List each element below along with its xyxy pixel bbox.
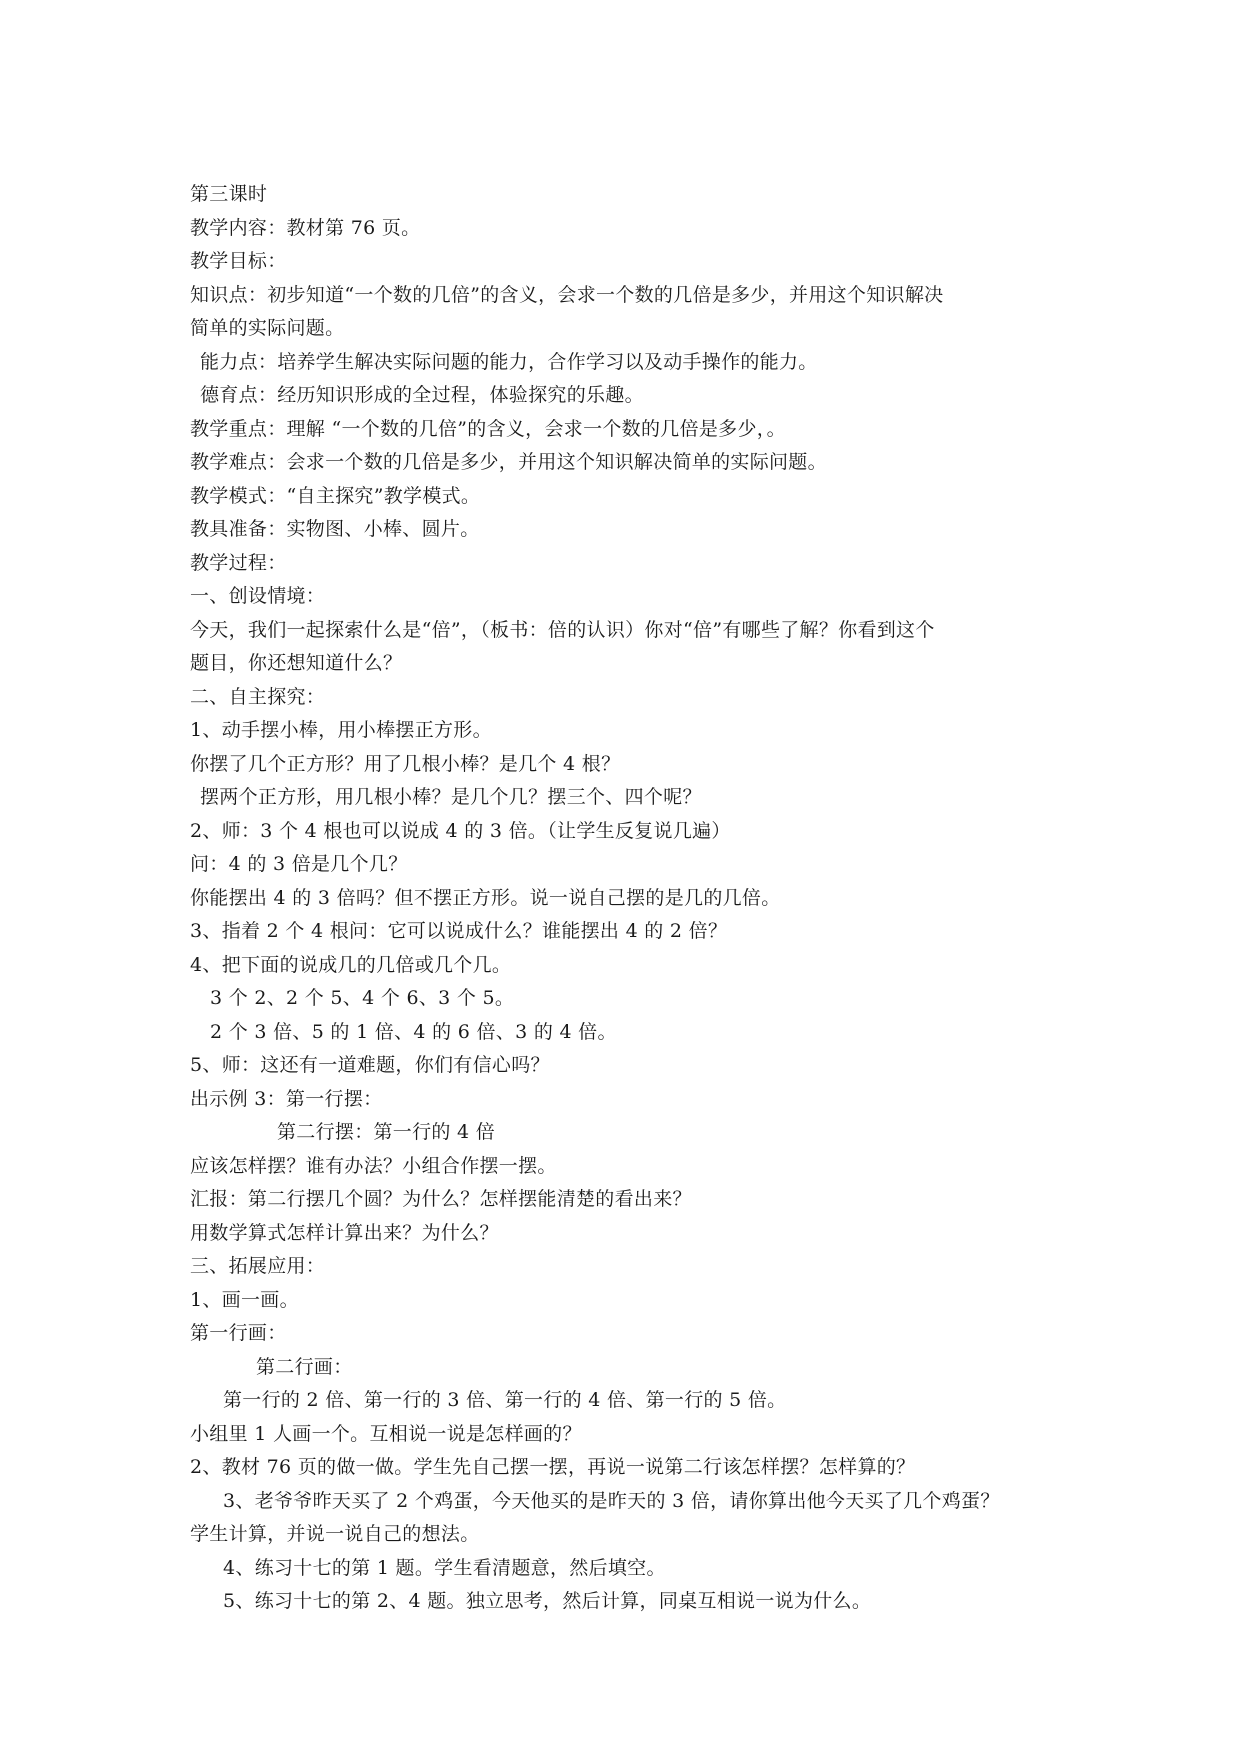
list-item: 4、把下面的说成几的几倍或几个几。 bbox=[190, 953, 512, 976]
list-item: 2、师：3 个 4 根也可以说成 4 的 3 倍。（让学生反复说几遍） bbox=[190, 819, 731, 842]
teaching-mode-line: 教学模式：“自主探究”教学模式。 bbox=[190, 484, 481, 507]
moral-point-line: 德育点：经历知识形成的全过程，体验探究的乐趣。 bbox=[200, 384, 644, 406]
knowledge-point-line: 知识点：初步知道“一个数的几倍”的含义，会求一个数的几倍是多少，并用这个知识解决 bbox=[190, 283, 944, 306]
ability-point-line: 能力点：培养学生解决实际问题的能力，合作学习以及动手操作的能力。 bbox=[200, 350, 818, 373]
list-item: 4、练习十七的第 1 题。学生看清题意，然后填空。 bbox=[223, 1556, 666, 1579]
teaching-aids-line: 教具准备：实物图、小棒、圆片。 bbox=[190, 518, 480, 540]
list-item: 5、师：这还有一道难题，你们有信心吗？ bbox=[190, 1054, 550, 1076]
paragraph-line: 用数学算式怎样计算出来？为什么？ bbox=[190, 1221, 499, 1244]
teaching-goals-heading: 教学目标： bbox=[190, 250, 287, 272]
teaching-difficulty-line: 教学难点：会求一个数的几倍是多少，并用这个知识解决简单的实际问题。 bbox=[190, 451, 827, 473]
example-line: 出示例 3：第一行摆： bbox=[190, 1087, 383, 1110]
teaching-content-line: 教学内容：教材第 76 页。 bbox=[190, 216, 421, 239]
paragraph-line: 学生计算，并说一说自己的想法。 bbox=[190, 1523, 480, 1545]
teaching-focus-line: 教学重点：理解 “一个数的几倍”的含义，会求一个数的几倍是多少，。 bbox=[190, 417, 786, 440]
paragraph-line: 摆两个正方形，用几根小棒？是几个几？摆三个、四个呢？ bbox=[200, 786, 702, 808]
list-item: 3、指着 2 个 4 根问：它可以说成什么？谁能摆出 4 的 2 倍？ bbox=[190, 920, 728, 942]
paragraph-line: 你摆了几个正方形？用了几根小棒？是几个 4 根？ bbox=[190, 752, 621, 775]
list-item: 3、老爷爷昨天买了 2 个鸡蛋，今天他买的是昨天的 3 倍，请你算出他今天买了几个鸡蛋？ bbox=[223, 1489, 1000, 1512]
paragraph-line: 今天，我们一起探索什么是“倍”，（板书：倍的认识）你对“倍”有哪些了解？你看到这个 bbox=[190, 618, 935, 641]
section-heading: 一、创设情境： bbox=[190, 585, 326, 607]
paragraph-line: 汇报：第二行摆几个圆？为什么？怎样摆能清楚的看出来？ bbox=[190, 1188, 692, 1210]
paragraph-line: 应该怎样摆？谁有办法？小组合作摆一摆。 bbox=[190, 1154, 557, 1177]
teaching-process-heading: 教学过程： bbox=[190, 551, 287, 574]
drawing-line: 第一行画： bbox=[190, 1322, 287, 1344]
section-heading: 三、拓展应用： bbox=[190, 1255, 326, 1277]
lesson-plan-document bbox=[190, 178, 1090, 1619]
exercise-line: 第一行的 2 倍、第一行的 3 倍、第一行的 4 倍、第一行的 5 倍。 bbox=[223, 1389, 787, 1411]
exercise-line: 2 个 3 倍、5 的 1 倍、4 的 6 倍、3 的 4 倍。 bbox=[210, 1020, 617, 1043]
list-item: 2、教材 76 页的做一做。学生先自己摆一摆，再说一说第二行该怎样摆？怎样算的？ bbox=[190, 1456, 916, 1478]
paragraph-line: 小组里 1 人画一个。互相说一说是怎样画的？ bbox=[190, 1422, 582, 1445]
knowledge-point-line-continued: 简单的实际问题。 bbox=[190, 317, 345, 339]
paragraph-line: 问：4 的 3 倍是几个几？ bbox=[190, 853, 408, 875]
example-line: 第二行摆：第一行的 4 倍 bbox=[277, 1121, 496, 1143]
list-item: 5、练习十七的第 2、4 题。独立思考，然后计算，同桌互相说一说为什么。 bbox=[223, 1590, 872, 1612]
list-item: 1、画一画。 bbox=[190, 1288, 299, 1311]
drawing-line: 第二行画： bbox=[256, 1355, 353, 1378]
exercise-line: 3 个 2、2 个 5、4 个 6、3 个 5。 bbox=[210, 987, 515, 1009]
section-heading: 二、自主探究： bbox=[190, 685, 326, 708]
list-item: 1、动手摆小棒，用小棒摆正方形。 bbox=[190, 719, 492, 741]
paragraph-line: 你能摆出 4 的 3 倍吗？但不摆正方形。说一说自己摆的是几的几倍。 bbox=[190, 886, 781, 909]
lesson-title: 第三课时 bbox=[190, 183, 268, 205]
paragraph-line: 题目，你还想知道什么？ bbox=[190, 652, 403, 674]
